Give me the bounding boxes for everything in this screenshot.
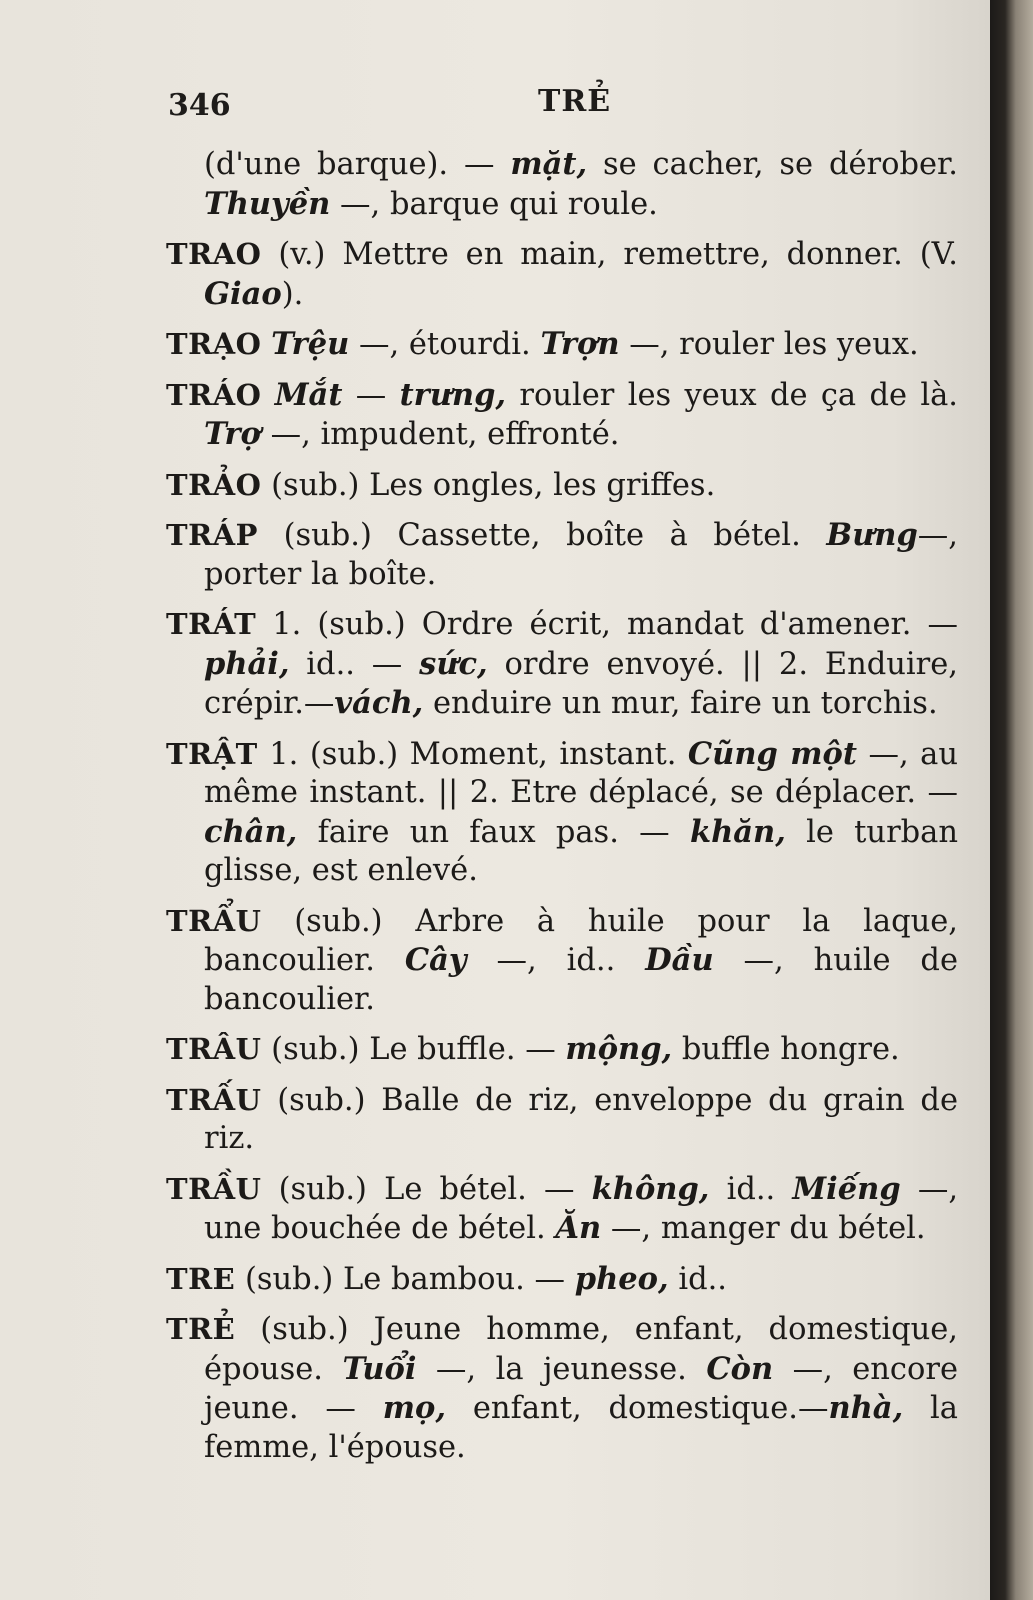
definition-text: la femme, l'épouse. [204, 1391, 958, 1465]
definition-text: (sub.) Arbre à huile pour la laque, bancoulier. [204, 903, 958, 978]
headword: TRÁP [166, 518, 258, 552]
dictionary-entry [166, 1260, 958, 1300]
dictionary-entry [166, 466, 958, 506]
definition-text: id.. [668, 1261, 727, 1297]
definition-text: 1. (sub.) Ordre écrit, mandat d'amener. — [256, 607, 958, 642]
definition-text [261, 378, 274, 413]
headword: TRẦU [166, 1171, 262, 1206]
definition-text: —, barque qui roule. [330, 186, 658, 222]
headword: TRÁO [166, 377, 262, 412]
vietnamese-term: khăn, [689, 813, 786, 850]
definition-text: —, étourdi. [349, 327, 541, 362]
vietnamese-term: Thuyền [204, 185, 331, 222]
vietnamese-term: sức, [419, 645, 488, 682]
definition-text: —, porter la boîte. [204, 518, 958, 592]
definition-text: — [342, 377, 400, 413]
vietnamese-term: Cũng một [687, 735, 857, 772]
definition-text: —, huile de bancoulier. [204, 943, 958, 1017]
definition-text: rouler les yeux de ça de là. [506, 377, 958, 413]
definition-text: —, la jeunesse. [416, 1351, 707, 1387]
vietnamese-term: Trợn [540, 326, 620, 362]
headword: TRẺ [166, 1312, 236, 1346]
vietnamese-term: Trệu [271, 326, 350, 362]
dictionary-entry [166, 145, 958, 224]
definition-text: faire un faux pas. — [297, 814, 690, 850]
headword: TRE [166, 1261, 236, 1296]
vietnamese-term: Ăn [555, 1210, 602, 1246]
running-head: TRẺ [538, 84, 612, 119]
dictionary-entries [166, 145, 958, 1478]
dictionary-entry [166, 376, 958, 455]
dictionary-entry [166, 1170, 958, 1249]
headword: TRẢO [166, 467, 262, 502]
vietnamese-term: chân, [204, 813, 298, 850]
vietnamese-term: không, [591, 1170, 710, 1207]
headword: TRÂU [166, 1032, 262, 1066]
page-header [0, 82, 990, 122]
vietnamese-term: Mắt [274, 376, 343, 413]
definition-text: 1. (sub.) Moment, instant. [257, 736, 688, 772]
dictionary-entry [166, 325, 958, 365]
dictionary-entry [166, 902, 958, 1020]
vietnamese-term: Còn [706, 1350, 774, 1387]
definition-text: —, id.. [466, 943, 646, 978]
headword: TRÁT [166, 607, 257, 641]
vietnamese-term: pheo, [574, 1260, 669, 1297]
vietnamese-term: mọ, [382, 1390, 447, 1426]
definition-text: (sub.) Balle de riz, enveloppe du grain de riz. [204, 1082, 958, 1156]
dictionary-entry [166, 516, 958, 594]
definition-text: se cacher, se dérober. [587, 147, 958, 182]
vietnamese-term: vách, [334, 685, 424, 721]
vietnamese-term: Miếng [792, 1170, 901, 1207]
dictionary-entry [166, 735, 958, 891]
vietnamese-term: Giao [204, 275, 282, 312]
vietnamese-term: phải, [204, 645, 290, 682]
headword: TRẬT [166, 736, 258, 771]
definition-text: le turban glisse, est enlevé. [204, 814, 959, 888]
definition-text: enfant, domestique.— [446, 1391, 829, 1426]
definition-text: enduire un mur, faire un torchis. [423, 686, 938, 721]
definition-text: (v.) Mettre en main, remettre, donner. (V. [261, 237, 958, 272]
definition-text: (sub.) Le buffle. — [261, 1032, 566, 1067]
definition-text: —, au même instant. || 2. Etre déplacé, se déplacer. — [204, 736, 958, 810]
dictionary-entry [166, 1030, 958, 1070]
definition-text: —, rouler les yeux. [619, 327, 919, 362]
vietnamese-term: mặt, [510, 146, 588, 182]
definition-text: (sub.) Le bambou. — [235, 1261, 575, 1297]
definition-text: id.. [709, 1171, 793, 1207]
definition-text: —, encore jeune. — [204, 1351, 959, 1426]
definition-text: (sub.) Jeune homme, enfant, domestique, épouse. [204, 1312, 958, 1387]
vietnamese-term: Bưng [826, 517, 918, 553]
definition-text: ). [281, 276, 304, 312]
vietnamese-term: Dầu [645, 942, 714, 978]
headword: TRAO [166, 237, 262, 271]
headword: TRẨU [166, 903, 262, 938]
definition-text: —, impudent, effronté. [260, 417, 620, 452]
definition-text: id.. — [289, 646, 420, 682]
vietnamese-term: trưng, [399, 376, 507, 413]
vietnamese-term: Tuổi [342, 1350, 417, 1387]
definition-text: (sub.) Cassette, boîte à bétel. [258, 518, 827, 553]
headword: TRẤU [166, 1082, 262, 1117]
headword: TRẠO [166, 327, 262, 361]
dictionary-entry [166, 605, 958, 724]
book-spine-edge [990, 0, 1033, 1600]
definition-text: (d'une barque). — [204, 147, 511, 182]
definition-text: (sub.) Le bétel. — [261, 1171, 592, 1207]
definition-text: (sub.) Les ongles, les griffes. [261, 467, 716, 503]
dictionary-entry [166, 1310, 958, 1467]
definition-text: —, manger du bétel. [601, 1211, 926, 1246]
definition-text: —, une bouchée de bétel. [204, 1171, 959, 1246]
vietnamese-term: Trợ [204, 416, 261, 452]
dictionary-entry [166, 1081, 958, 1159]
dictionary-entry [166, 235, 958, 314]
vietnamese-term: mộng, [565, 1031, 673, 1067]
definition-text: buffle hongre. [672, 1032, 900, 1067]
vietnamese-term: nhà, [828, 1390, 904, 1426]
page-number: 346 [168, 88, 231, 123]
definition-text [261, 327, 271, 362]
definition-text: ordre envoyé. || 2. Enduire, crépir.— [204, 646, 959, 721]
vietnamese-term: Cây [404, 942, 467, 978]
